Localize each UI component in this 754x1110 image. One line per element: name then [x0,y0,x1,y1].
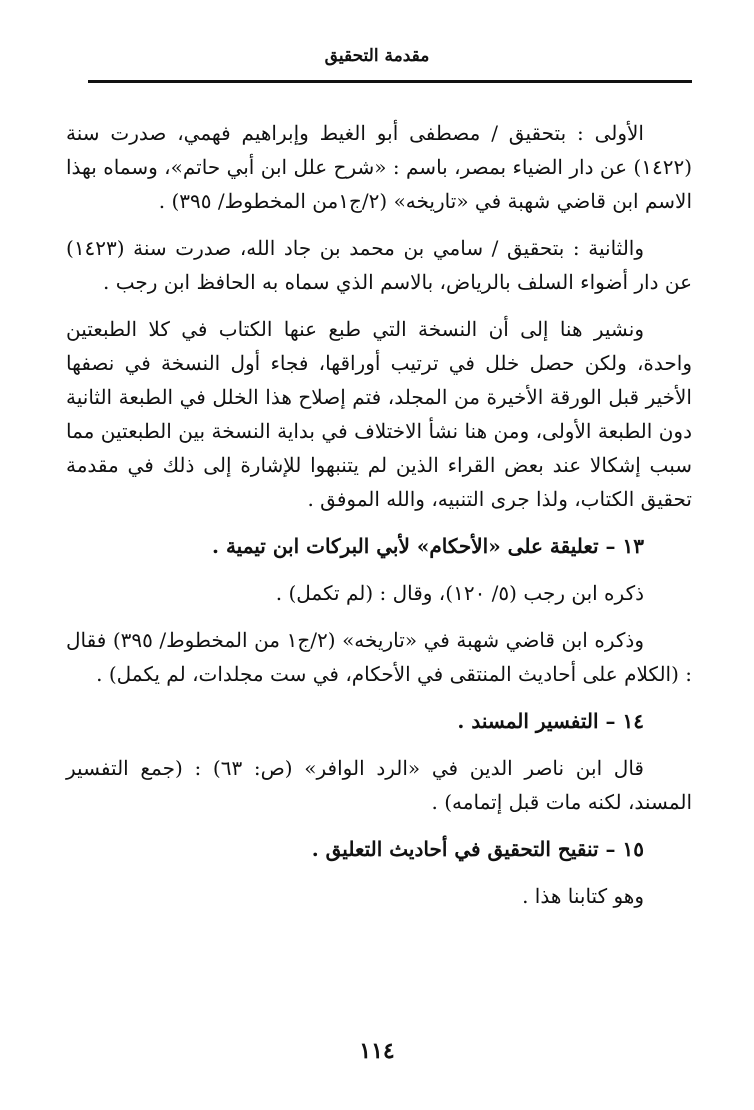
running-head: مقدمة التحقيق [324,46,430,66]
paragraph-item-14: قال ابن ناصر الدين في «الرد الوافر» (ص: ٦٣) : (جمع التفسير المسند، لكنه مات قبل إتمامه) . [66,756,692,814]
heading-item-13: ١٣ – تعليقة على «الأحكام» لأبي البركات ابن تيمية . [212,534,644,558]
paragraph-editions-note: ونشير هنا إلى أن النسخة التي طبع عنها الكتاب في كلا الطبعتين واحدة، ولكن حصل خلل في ترتيب أوراقها، فجاء أول النسخة في نصفها الأخير قبل الورقة الأخيرة من المجلد، فتم إصلاح هذا الخلل في الطبعة الثانية دون الطبعة الأولى، ومن هنا نشأ الاختلاف في بداية النسخة بين الطبعتين مما سبب إشكالا عند بعض القراء الذين لم يتنبهوا للإشارة إلى ذلك في مقدمة تحقيق الكتاب، ولذا جرى التنبيه، والله الموفق . [66,317,692,511]
page-number: ١١٤ [359,1038,395,1064]
paragraph-item-13-ibn-qadi: وذكره ابن قاضي شهبة في «تاريخه» (٢/ج١ من المخطوط/ ٣٩٥) فقال : (الكلام على أحاديث المنتقى في الأحكام، في ست مجلدات، لم يكمل) . [66,628,692,686]
paragraph-second-edition: والثانية : بتحقيق / سامي بن محمد بن جاد الله، صدرت سنة (١٤٢٣) عن دار أضواء السلف بالرياض، بالاسم الذي سماه به الحافظ ابن رجب . [66,236,692,294]
heading-item-15: ١٥ – تنقيح التحقيق في أحاديث التعليق . [311,837,644,861]
header-rule [88,80,692,83]
body-text [66,116,692,926]
paragraph-item-13-ibn-rajab: ذكره ابن رجب (٥/ ١٢٠)، وقال : (لم تكمل) . [275,581,644,605]
heading-item-14: ١٤ – التفسير المسند . [457,709,644,733]
paragraph-first-edition: الأولى : بتحقيق / مصطفى أبو الغيط وإبراهيم فهمي، صدرت سنة (١٤٢٢) عن دار الضياء بمصر، باسم : «شرح علل ابن أبي حاتم»، وسماه بهذا الاسم ابن قاضي شهبة في «تاريخه» (٢/ج١من المخطوط/ ٣٩٥) . [66,121,692,213]
paragraph-item-15: وهو كتابنا هذا . [522,884,644,908]
